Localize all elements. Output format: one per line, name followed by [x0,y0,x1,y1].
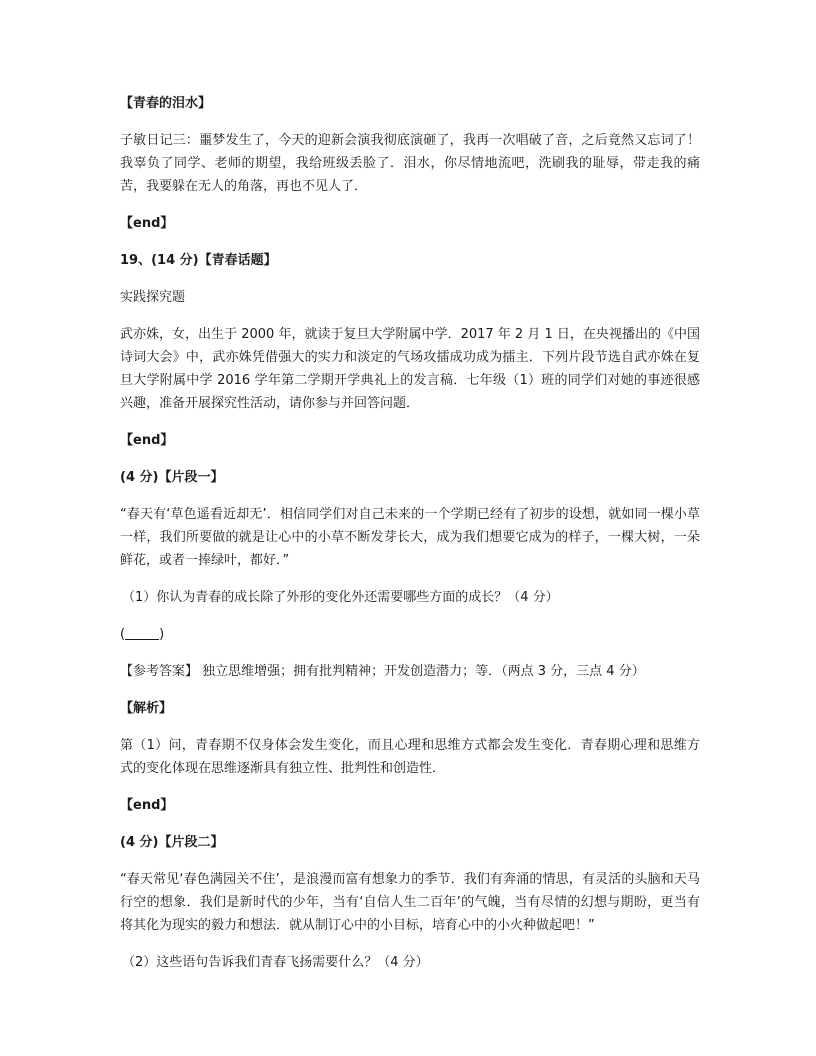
analysis-text: 第（1）问，青春期不仅身体会发生变化，而且心理和思维方式都会发生变化．青春期心理和思维方式的变化体现在思维逐渐具有独立性、批判性和创造性． [120,738,700,776]
answer-blank-line[interactable] [125,625,159,640]
end-marker: 【end】 [120,433,174,448]
fragment-two-text: “春天常见‘春色满园关不住’，是浪漫而富有想象力的季节．我们有奔涌的情思，有灵活的头脑和天马行空的想象．我们是新时代的少年，当有‘自信人生二百年’的气魄，当有尽情的幻想与期盼，更当有将其化为现实的毅力和想法．就从制订心中的小目标，培育心中的小火种做起吧！” [120,872,700,933]
answer-open-paren: ( [120,627,126,642]
fragment-one-text: “春天有‘草色遥看近却无’．相信同学们对自己未来的一个学期已经有了初步的设想，就如同一棵小草一样，我们所要做的就是让心中的小草不断发芽长大，成为我们想要它成为的样子，一棵大树，一朵鲜花，或者一捧绿叶，都好．” [120,507,700,568]
answer-close-paren: ) [159,627,165,642]
fragment-one-title: (4 分)【片段一】 [120,470,224,485]
document-page [120,92,700,988]
reference-answer: 【参考答案】 独立思维增强；拥有批判精神；开发创造潜力；等．（两点 3 分，三点 4 分） [120,664,645,679]
question-2: （2）这些语句告诉我们青春飞扬需要什么？（4 分） [122,955,429,970]
practice-label: 实践探究题 [120,290,186,305]
wu-yishu-introduction: 武亦姝，女，出生于 2000 年，就读于复旦大学附属中学．2017 年 2 月 1 日，在央视播出的《中国诗词大会》中，武亦姝凭借强大的实力和淡定的气场攻擂成功成为擂主．下列片段节选自武亦姝在复旦大学附属中学 2016 学年第二学期开学典礼上的发言稿．七年级（1）班的同学们对她的事迹很感兴趣，准备开展探究性活动，请你参与并回答问题． [120,327,700,411]
end-marker: 【end】 [120,216,174,231]
question-1: （1）你认为青春的成长除了外形的变化外还需要哪些方面的成长？（4 分） [122,590,559,605]
fragment-two-title: (4 分)【片段二】 [120,835,224,850]
section-title-youth-tears: 【青春的泪水】 [120,96,212,111]
end-marker: 【end】 [120,798,174,813]
analysis-title: 【解析】 [120,701,173,716]
diary-paragraph: 子敏日记三：噩梦发生了，今天的迎新会演我彻底演砸了，我再一次唱破了音，之后竟然又忘词了！我辜负了同学、老师的期望，我给班级丢脸了．泪水，你尽情地流吧，洗刷我的耻辱，带走我的痛苦，我要躲在无人的角落，再也不见人了． [120,133,700,194]
answer-blank[interactable] [120,623,680,646]
question-19-title: 19、(14 分)【青春话题】 [120,253,277,268]
